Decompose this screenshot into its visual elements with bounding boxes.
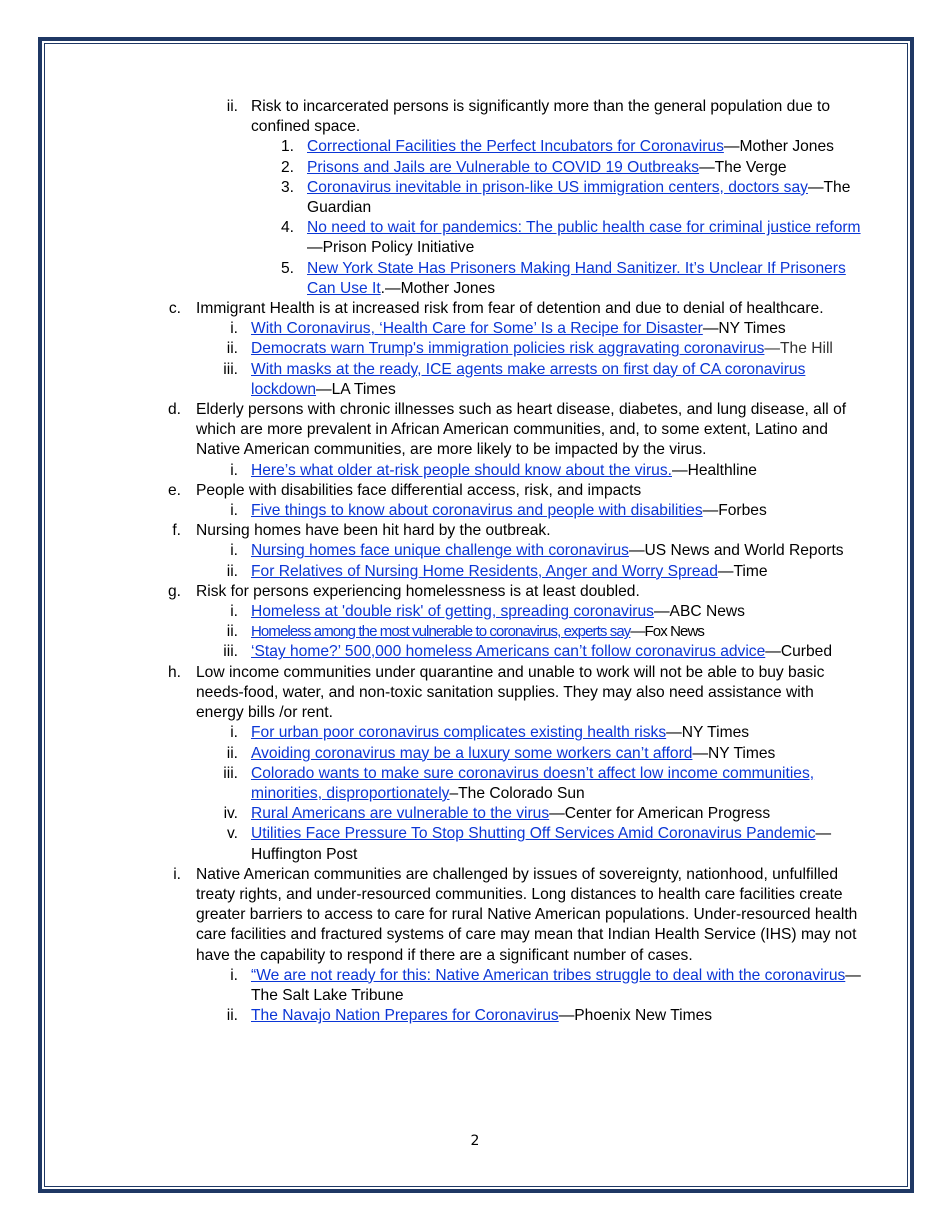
- list-marker: i.: [230, 320, 238, 338]
- reference-list-item: [0, 602, 863, 622]
- article-link[interactable]: Avoiding coronavirus may be a luxury some workers can’t afford: [251, 744, 693, 762]
- list-marker: i.: [173, 865, 181, 883]
- source-attribution: —LA Times: [316, 380, 396, 398]
- list-marker: v.: [227, 825, 238, 843]
- article-link[interactable]: Utilities Face Pressure To Stop Shutting Off Services Amid Coronavirus Pandemic: [251, 825, 816, 843]
- outline-item: [0, 865, 862, 966]
- article-link[interactable]: Here’s what older at-risk people should know about the virus.: [251, 461, 672, 479]
- source-attribution: .—Mother Jones: [380, 279, 496, 297]
- outline-item: [0, 521, 862, 541]
- source-attribution: —The Guardian: [307, 178, 851, 217]
- article-link[interactable]: ‘Stay home?’ 500,000 homeless Americans can’t follow coronavirus advice: [251, 643, 766, 661]
- list-marker: i.: [230, 502, 238, 520]
- reference-list-item: [0, 804, 863, 824]
- source-attribution: —Time: [717, 562, 768, 580]
- article-link[interactable]: No need to wait for pandemics: The public health case for criminal justice reform: [307, 219, 861, 237]
- outline-item: [0, 481, 862, 501]
- list-marker: 4.: [280, 219, 294, 237]
- article-link[interactable]: Democrats warn Trump's immigration policies risk aggravating coronavirus: [251, 340, 765, 358]
- list-marker: 3.: [280, 178, 294, 196]
- article-link[interactable]: Homeless at 'double risk' of getting, spreading coronavirus: [251, 603, 654, 621]
- list-marker: iv.: [223, 805, 238, 823]
- source-attribution: —Healthline: [671, 461, 757, 479]
- outline-item-text: People with disabilities face differential access, risk, and impacts: [196, 481, 642, 499]
- reference-list-item: [0, 723, 863, 743]
- reference-list-item: [0, 218, 863, 258]
- reference-list-item: [0, 339, 863, 359]
- reference-list-item: [0, 1006, 863, 1026]
- list-marker: 2.: [280, 158, 294, 176]
- list-marker: ii.: [226, 340, 238, 358]
- article-link[interactable]: “We are not ready for this: Native American tribes struggle to deal with the coronavirus: [251, 966, 846, 984]
- source-attribution: —Fox News: [630, 623, 704, 641]
- source-attribution: —NY Times: [666, 724, 750, 742]
- reference-list-item: [0, 137, 863, 157]
- document-body: [0, 97, 950, 1026]
- list-marker: ii.: [226, 744, 238, 762]
- article-link[interactable]: Five things to know about coronavirus and people with disabilities: [251, 502, 703, 520]
- outline-item-text: Risk for persons experiencing homelessness is at least doubled.: [196, 582, 640, 600]
- page-number: 2: [470, 1133, 480, 1149]
- reference-list-item: [0, 360, 863, 400]
- list-marker: 5.: [280, 259, 294, 277]
- outline-item: [0, 582, 862, 602]
- source-attribution: —Curbed: [765, 643, 833, 661]
- list-marker: iii.: [223, 764, 238, 782]
- article-link[interactable]: Coronavirus inevitable in prison-like US immigration centers, doctors say: [307, 178, 808, 196]
- source-attribution: —Center for American Progress: [549, 805, 771, 823]
- source-attribution: —The Salt Lake Tribune: [251, 966, 861, 1004]
- article-link[interactable]: The Navajo Nation Prepares for Coronavirus: [251, 1007, 559, 1025]
- article-link[interactable]: With Coronavirus, ‘Health Care for Some’ Is a Recipe for Disaster: [251, 320, 703, 338]
- reference-list-item: [0, 562, 863, 582]
- outline-item-text: Risk to incarcerated persons is significantly more than the general population due to confined space.: [251, 98, 831, 136]
- source-attribution: —NY Times: [702, 320, 786, 338]
- source-attribution: —Huffington Post: [251, 825, 832, 863]
- source-attribution: —ABC News: [653, 603, 745, 621]
- list-marker: ii.: [226, 562, 238, 580]
- reference-list-item: [0, 622, 863, 642]
- article-link[interactable]: Colorado wants to make sure coronavirus doesn’t affect low income communities, minorities, disproportionately: [251, 764, 815, 802]
- source-attribution: —Prison Policy Initiative: [307, 239, 475, 257]
- article-link[interactable]: Prisons and Jails are Vulnerable to COVID 19 Outbreaks: [307, 158, 700, 176]
- list-marker: i.: [230, 461, 238, 479]
- outline-item: [0, 400, 862, 461]
- outline-item-text: Elderly persons with chronic illnesses such as heart disease, diabetes, and lung disease, all of which are more prevalent in African American communities, and, to some extent, Latino and Native American communities, are more likely to be impacted by the virus.: [196, 401, 847, 459]
- reference-list-item: [0, 966, 863, 1006]
- list-marker: d.: [167, 401, 181, 419]
- list-marker: h.: [167, 663, 181, 681]
- article-link[interactable]: For urban poor coronavirus complicates existing health risks: [251, 724, 667, 742]
- list-marker: f.: [172, 522, 181, 540]
- source-attribution: —The Hill: [764, 340, 833, 358]
- list-marker: g.: [167, 582, 181, 600]
- outline-item: [0, 663, 862, 724]
- article-link[interactable]: Homeless among the most vulnerable to coronavirus, experts say: [251, 623, 631, 641]
- outline-item-text: Nursing homes have been hit hard by the outbreak.: [196, 522, 551, 540]
- reference-list-item: [0, 461, 863, 481]
- list-marker: i.: [230, 966, 238, 984]
- source-attribution: —US News and World Reports: [628, 542, 844, 560]
- list-marker: i.: [230, 603, 238, 621]
- source-attribution: —Phoenix New Times: [558, 1007, 713, 1025]
- article-link[interactable]: With masks at the ready, ICE agents make arrests on first day of CA coronavirus lockdown: [251, 360, 806, 398]
- reference-list-item: [0, 501, 863, 521]
- source-attribution: –The Colorado Sun: [449, 784, 585, 802]
- article-link[interactable]: For Relatives of Nursing Home Residents, Anger and Worry Spread: [251, 562, 718, 580]
- reference-list-item: [0, 178, 863, 218]
- list-marker: ii.: [226, 1007, 238, 1025]
- source-attribution: —NY Times: [692, 744, 776, 762]
- list-marker: iii.: [223, 643, 238, 661]
- source-attribution: —Forbes: [702, 502, 767, 520]
- reference-list-item: [0, 541, 863, 561]
- list-marker: e.: [167, 481, 181, 499]
- reference-list-item: [0, 259, 863, 299]
- reference-list-item: [0, 642, 863, 662]
- reference-list-item: [0, 158, 863, 178]
- article-link[interactable]: New York State Has Prisoners Making Hand Sanitizer. It’s Unclear If Prisoners Can Use It: [307, 259, 846, 297]
- reference-list-item: [0, 319, 863, 339]
- reference-list-item: [0, 824, 863, 864]
- list-marker: c.: [168, 300, 181, 318]
- outline-item-text: Immigrant Health is at increased risk from fear of detention and due to denial of healthcare.: [196, 300, 824, 318]
- list-marker: 1.: [280, 138, 294, 156]
- outline-item-text: Low income communities under quarantine and unable to work will not be able to buy basic needs-food, water, and non-toxic sanitation supplies. They may also need assistance with energy bills /or rent.: [196, 663, 825, 722]
- reference-list-item: [0, 744, 863, 764]
- article-link[interactable]: Correctional Facilities the Perfect Incubators for Coronavirus: [307, 138, 724, 156]
- outline-item: [0, 97, 863, 137]
- article-link[interactable]: Rural Americans are vulnerable to the virus: [251, 805, 550, 823]
- outline-item-text: Native American communities are challenged by issues of sovereignty, nationhood, unfulfilled treaty rights, and under-resourced communities. Long distances to health care facilities create greater barriers to access to care for rural Native American populations. Under-resourced health care facilities and fractured systems of care may mean that Indian Health Service (IHS) may not have the capability to respond if there are a significant number of cases.: [196, 865, 858, 964]
- article-link[interactable]: Nursing homes face unique challenge with coronavirus: [251, 542, 629, 560]
- outline-item: [0, 299, 862, 319]
- source-attribution: —The Verge: [699, 158, 787, 176]
- list-marker: ii.: [226, 623, 238, 641]
- reference-list-item: [0, 764, 863, 804]
- list-marker: ii.: [226, 98, 238, 115]
- list-marker: iii.: [223, 360, 238, 378]
- list-marker: i.: [230, 542, 238, 560]
- list-marker: i.: [230, 724, 238, 742]
- source-attribution: —Mother Jones: [723, 138, 834, 156]
